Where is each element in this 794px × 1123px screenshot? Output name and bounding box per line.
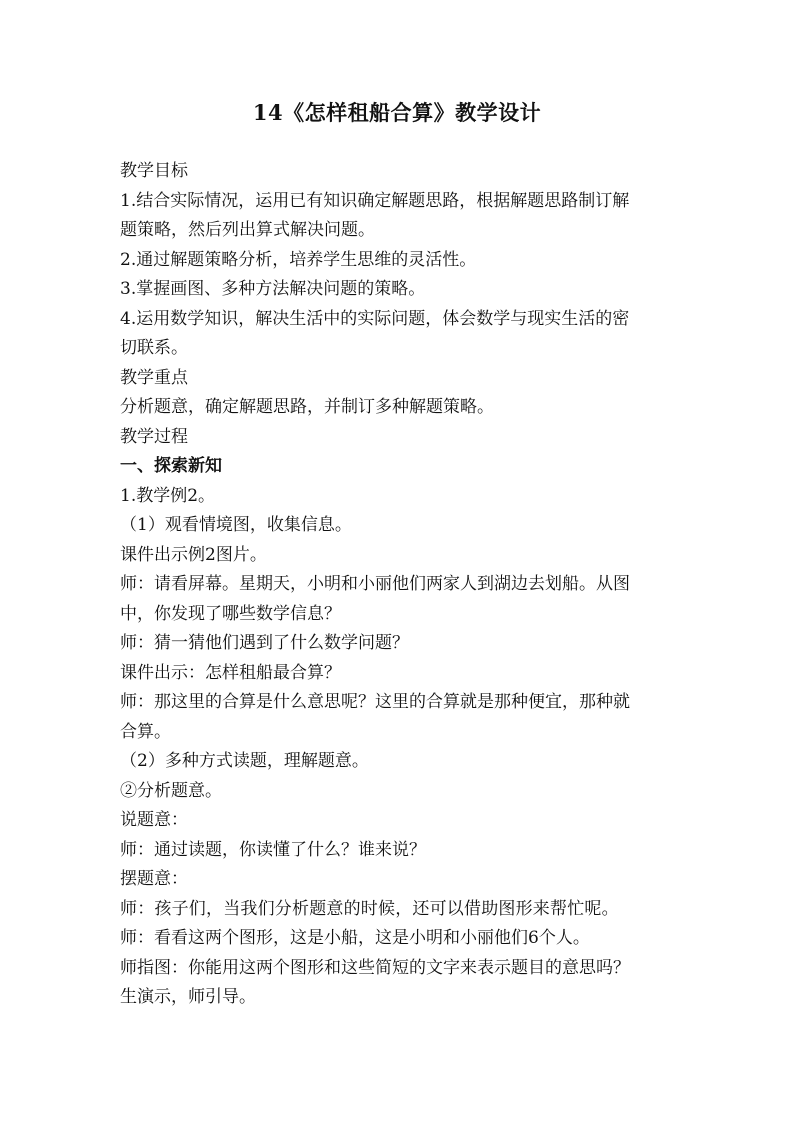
paragraph-line: 3.掌握画图、多种方法解决问题的策略。 (120, 279, 426, 299)
paragraph-line: 中，你发现了哪些数学信息？ (120, 603, 341, 624)
paragraph-line: 1.结合实际情况，运用已有知识确定解题思路，根据解题思路制订解 (120, 190, 630, 211)
section-heading-explore: 一、探索新知 (120, 456, 222, 476)
paragraph-line: 切联系。 (120, 338, 188, 358)
section-heading-process: 教学过程 (120, 426, 188, 447)
paragraph-line: 说题意： (120, 810, 188, 830)
paragraph-line: 师：猜一猜他们遇到了什么数学问题？ (120, 633, 409, 653)
paragraph-line: 题策略，然后列出算式解决问题。 (120, 220, 375, 240)
paragraph-line: 课件出示例2图片。 (120, 544, 267, 565)
paragraph-line: 合算。 (120, 721, 171, 742)
paragraph-line: （1）观看情境图，收集信息。 (120, 515, 352, 535)
paragraph-line: 师指图：你能用这两个图形和这些简短的文字来表示题目的意思吗？ (120, 957, 630, 978)
document-body (120, 157, 680, 1013)
paragraph-line: 师：通过读题，你读懂了什么？谁来说？ (120, 839, 426, 860)
paragraph-line: 师：看看这两个图形，这是小船，这是小明和小丽他们6个人。 (120, 928, 590, 948)
section-heading-key-points: 教学重点 (120, 367, 188, 388)
paragraph-line: ②分析题意。 (120, 780, 222, 801)
paragraph-line: 2.通过解题策略分析，培养学生思维的灵活性。 (120, 249, 477, 270)
paragraph-line: 师：那这里的合算是什么意思呢？这里的合算就是那种便宜，那种就 (120, 692, 630, 712)
paragraph-line: 1.教学例2。 (120, 485, 216, 506)
paragraph-line: 课件出示：怎样租船最合算？ (120, 662, 341, 683)
paragraph-line: 师：孩子们，当我们分析题意的时候，还可以借助图形来帮忙呢。 (120, 898, 619, 919)
paragraph-line: 生演示，师引导。 (120, 987, 256, 1007)
paragraph-line: 4.运用数学知识，解决生活中的实际问题，体会数学与现实生活的密 (120, 308, 630, 329)
document-title: 14《怎样租船合算》教学设计 (252, 100, 542, 125)
paragraph-line: 分析题意，确定解题思路，并制订多种解题策略。 (120, 397, 494, 417)
paragraph-line: 摆题意： (120, 869, 188, 889)
paragraph-line: 师：请看屏幕。星期天，小明和小丽他们两家人到湖边去划船。从图 (120, 574, 630, 594)
paragraph-line: （2）多种方式读题，理解题意。 (120, 751, 369, 771)
section-heading-objectives: 教学目标 (120, 161, 188, 181)
